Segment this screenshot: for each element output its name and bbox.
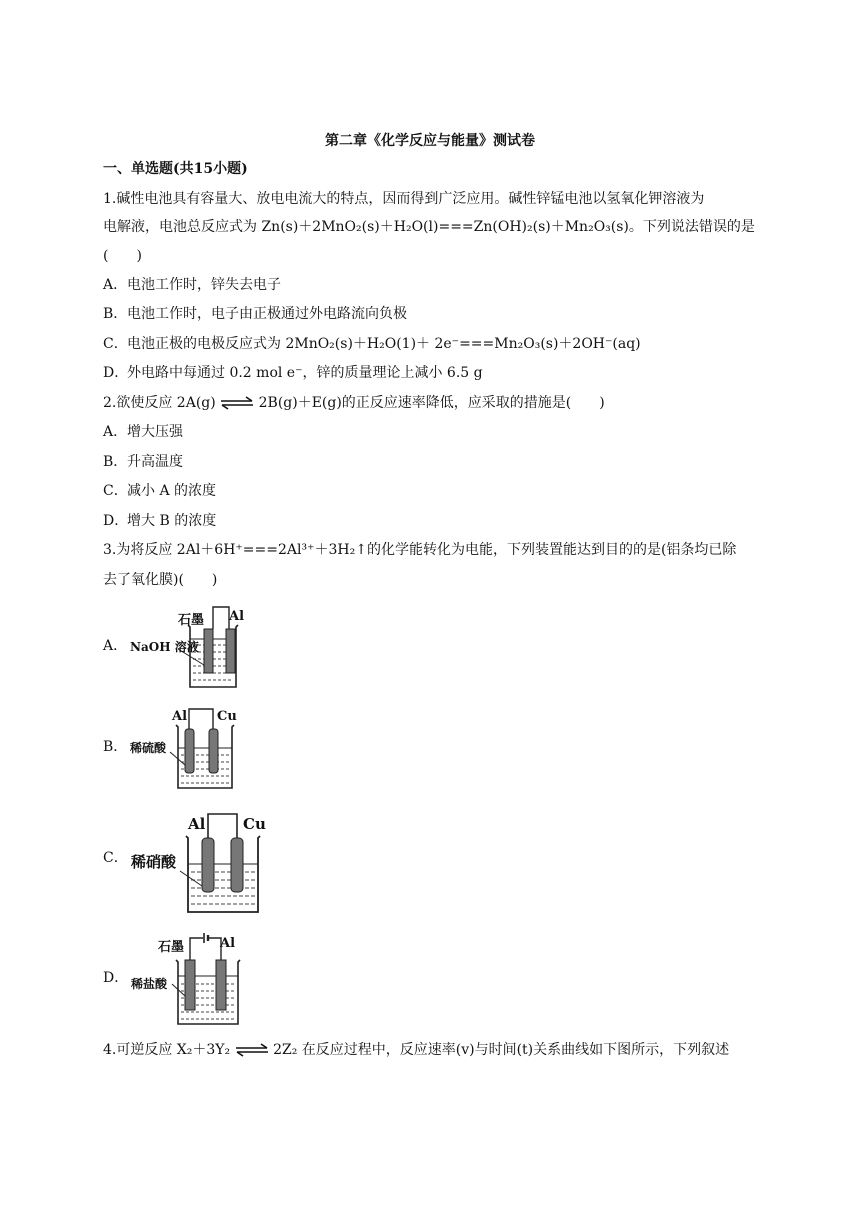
q3-option-c-label: C． xyxy=(103,850,128,866)
q1-stem-line1: 1.碱性电池具有容量大、放电电流大的特点，因而得到广泛应用。碱性锌锰电池以氢氧化钾溶液为 xyxy=(103,191,705,207)
q3-b-right-electrode-label: Cu xyxy=(217,709,237,724)
option-label: A． xyxy=(103,277,128,293)
option-text: 外电路中每通过 0.2 mol e⁻，锌的质量理论上减小 6.5 g xyxy=(127,365,483,381)
option-label: D． xyxy=(103,513,129,529)
option-text: 增大压强 xyxy=(127,424,183,440)
option-text: 升高温度 xyxy=(127,454,183,470)
option-text: 电池工作时，锌失去电子 xyxy=(127,277,281,293)
option-label: B． xyxy=(103,454,128,470)
option-label: A． xyxy=(103,424,128,440)
q2-option-a xyxy=(103,422,758,442)
q1-option-c xyxy=(103,334,758,354)
equilibrium-arrow-icon xyxy=(220,396,254,410)
option-label: D． xyxy=(103,365,129,381)
option-label: C． xyxy=(103,483,128,499)
option-text: 电池正极的电极反应式为 2MnO₂(s)＋H₂O(1)＋ 2e⁻===Mn₂O₃(s)＋2OH⁻(aq) xyxy=(127,336,641,352)
q3-a-solution-label: NaOH 溶液 xyxy=(130,640,199,654)
q3-d-left-electrode-label: 石墨 xyxy=(158,940,185,955)
q3-c-right-electrode-label: Cu xyxy=(243,815,266,833)
q3-c-left-electrode-label: Al xyxy=(188,815,206,833)
option-label: C． xyxy=(103,336,128,352)
option-text: 增大 B 的浓度 xyxy=(127,513,217,529)
q3-b-solution-label: 稀硫酸 xyxy=(130,741,167,755)
q3-b-left-electrode-label: Al xyxy=(172,709,188,724)
q3-c-solution-label: 稀硝酸 xyxy=(131,853,177,871)
equilibrium-arrow-icon xyxy=(235,1043,269,1057)
q1-option-a xyxy=(103,275,758,295)
q3-a-right-electrode-label: Al xyxy=(229,609,245,624)
q2-option-d xyxy=(103,511,758,531)
q2-stem-pre: 2.欲使反应 2A(g) xyxy=(103,395,216,411)
q3-a-left-electrode-label: 石墨 xyxy=(178,613,205,628)
q1-option-d xyxy=(103,363,758,383)
q3-d-solution-label: 稀盐酸 xyxy=(131,977,168,991)
q4-stem xyxy=(103,1040,758,1060)
q3-option-a-label: A． xyxy=(103,638,128,654)
q3-stem-line2: 去了氧化膜)( ) xyxy=(103,572,218,588)
q2-option-c xyxy=(103,481,758,501)
q3-stem-line1: 3.为将反应 2Al＋6H⁺===2Al³⁺＋3H₂↑的化学能转化为电能，下列装置能达到目的的是(铝条均已除 xyxy=(103,542,737,558)
q1-option-b xyxy=(103,304,758,324)
q4-stem-pre: 4.可逆反应 X₂＋3Y₂ xyxy=(103,1042,231,1058)
page-title: 第二章《化学反应与能量》测试卷 xyxy=(325,133,535,149)
option-text: 减小 A 的浓度 xyxy=(127,483,217,499)
q1-stem-line2: 电解液，电池总反应式为 Zn(s)＋2MnO₂(s)＋H₂O(l)===Zn(OH)₂(s)＋Mn₂O₃(s)。下列说法错误的是 xyxy=(103,219,755,235)
section-heading: 一、单选题(共15小题) xyxy=(103,161,248,177)
q3-option-b-label: B． xyxy=(103,739,128,755)
q2-stem xyxy=(103,393,758,413)
q4-stem-post: 2Z₂ 在反应过程中，反应速率(v)与时间(t)关系曲线如下图所示，下列叙述 xyxy=(273,1042,730,1058)
q2-stem-post: 2B(g)＋E(g)的正反应速率降低，应采取的措施是( ) xyxy=(258,395,605,411)
q2-option-b xyxy=(103,452,758,472)
option-text: 电池工作时，电子由正极通过外电路流向负极 xyxy=(127,306,407,322)
q3-d-right-electrode-label: Al xyxy=(220,936,236,951)
q1-stem-line3: ( ) xyxy=(103,248,142,264)
option-label: B． xyxy=(103,306,128,322)
q3-option-d-label: D． xyxy=(103,970,129,986)
